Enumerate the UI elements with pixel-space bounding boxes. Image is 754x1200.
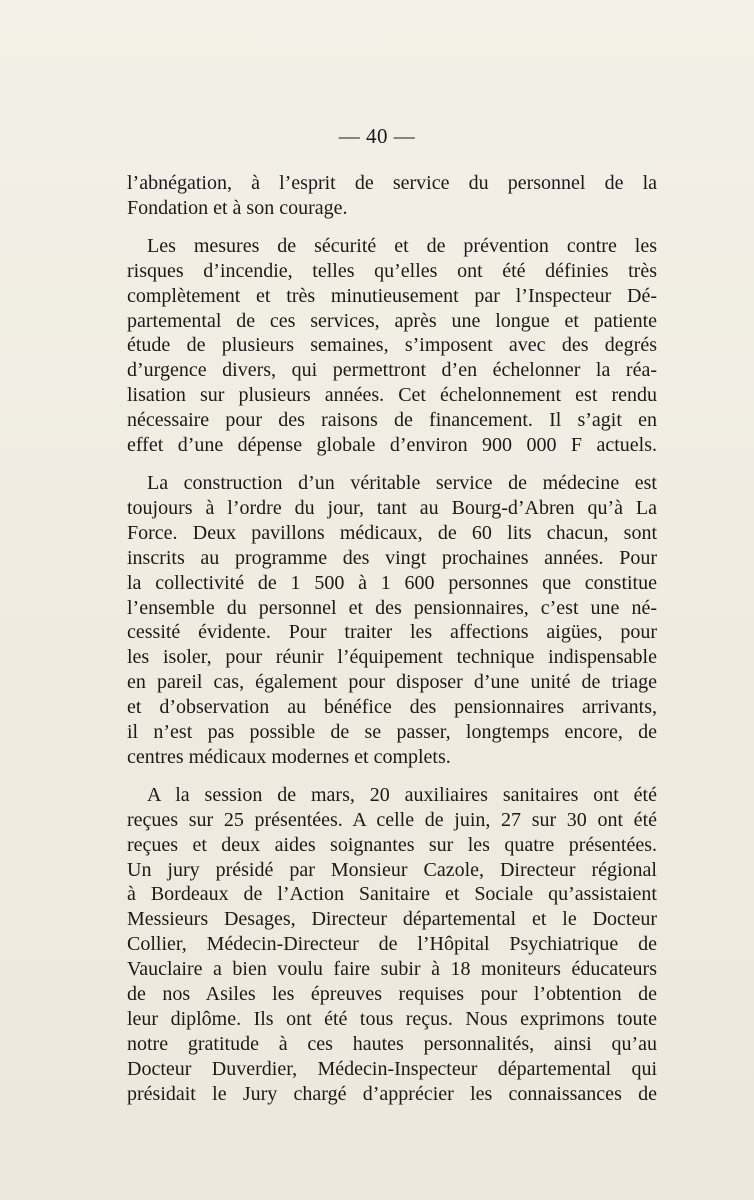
paragraph	[127, 471, 657, 770]
text-line: Les mesures de sécurité et de prévention contre les	[147, 234, 657, 257]
text-line: risques d’incendie, telles qu’elles ont été définies très	[127, 259, 657, 282]
text-line: Collier, Médecin-Directeur de l’Hôpital Psychiatrique de	[127, 933, 657, 956]
text-line: complètement et très minutieusement par l’Inspecteur Dé-	[127, 284, 657, 307]
paragraph	[127, 171, 657, 221]
text-line: A la session de mars, 20 auxiliaires sanitaires ont été	[147, 783, 657, 806]
text-line: il n’est pas possible de se passer, longtemps encore, de	[127, 721, 657, 744]
text-line: à Bordeaux de l’Action Sanitaire et Sociale qu’assistaient	[127, 883, 657, 906]
text-line: partemental de ces services, après une longue et patiente	[127, 309, 657, 332]
text-line: les isoler, pour réunir l’équipement technique indispensable	[127, 646, 657, 669]
text-line: étude de plusieurs semaines, s’imposent avec des degrés	[127, 334, 657, 357]
text-line: en pareil cas, également pour disposer d’une unité de triage	[127, 671, 657, 694]
paragraph	[127, 234, 657, 458]
paragraph-gap	[127, 221, 657, 234]
text-line: l’ensemble du personnel et des pensionnaires, c’est une né-	[127, 596, 657, 619]
text-line: toujours à l’ordre du jour, tant au Bourg-d’Abren qu’à La	[127, 496, 657, 519]
text-line: cessité évidente. Pour traiter les affections aigües, pour	[127, 621, 657, 644]
text-line: présidait le Jury chargé d’apprécier les connaissances de	[127, 1082, 657, 1105]
page-number: — 40 —	[338, 124, 416, 148]
text-line: l’abnégation, à l’esprit de service du personnel de la	[127, 172, 657, 194]
paragraph-gap	[127, 458, 657, 471]
text-line: Un jury présidé par Monsieur Cazole, Directeur régional	[127, 858, 657, 881]
text-line: inscrits au programme des vingt prochaines années. Pour	[127, 546, 657, 569]
text-line: lisation sur plusieurs années. Cet échelonnement est rendu	[127, 384, 657, 407]
text-line: Vauclaire a bien voulu faire subir à 18 moniteurs éducateurs	[127, 958, 657, 981]
text-line: la collectivité de 1 500 à 1 600 personnes que constitue	[127, 571, 657, 594]
text-line: notre gratitude à ces hautes personnalités, ainsi qu’au	[127, 1032, 657, 1055]
text-line: centres médicaux modernes et complets.	[127, 745, 451, 768]
text-line: La construction d’un véritable service de médecine est	[147, 471, 657, 494]
text-line: Force. Deux pavillons médicaux, de 60 lits chacun, sont	[127, 521, 657, 544]
text-line: d’urgence divers, qui permettront d’en échelonner la réa-	[127, 359, 657, 382]
text-line: leur diplôme. Ils ont été tous reçus. Nous exprimons toute	[127, 1008, 657, 1030]
text-line: nécessaire pour des raisons de financement. Il s’agit en	[127, 409, 657, 432]
text-line: effet d’une dépense globale d’environ 900 000 F actuels.	[127, 434, 657, 457]
paragraph	[127, 783, 657, 1107]
body-text	[127, 171, 657, 1107]
paragraph-gap	[127, 770, 657, 783]
text-line: et d’observation au bénéfice des pensionnaires arrivants,	[127, 696, 657, 719]
text-line: de nos Asiles les épreuves requises pour l’obtention de	[127, 983, 657, 1006]
text-line: Docteur Duverdier, Médecin-Inspecteur départemental qui	[127, 1057, 657, 1080]
text-line: reçues sur 25 présentées. A celle de juin, 27 sur 30 ont été	[127, 808, 657, 831]
text-line: reçues et deux aides soignantes sur les quatre présentées.	[127, 833, 657, 856]
text-line: Messieurs Desages, Directeur départemental et le Docteur	[127, 908, 657, 931]
text-line: Fondation et à son courage.	[127, 196, 348, 219]
